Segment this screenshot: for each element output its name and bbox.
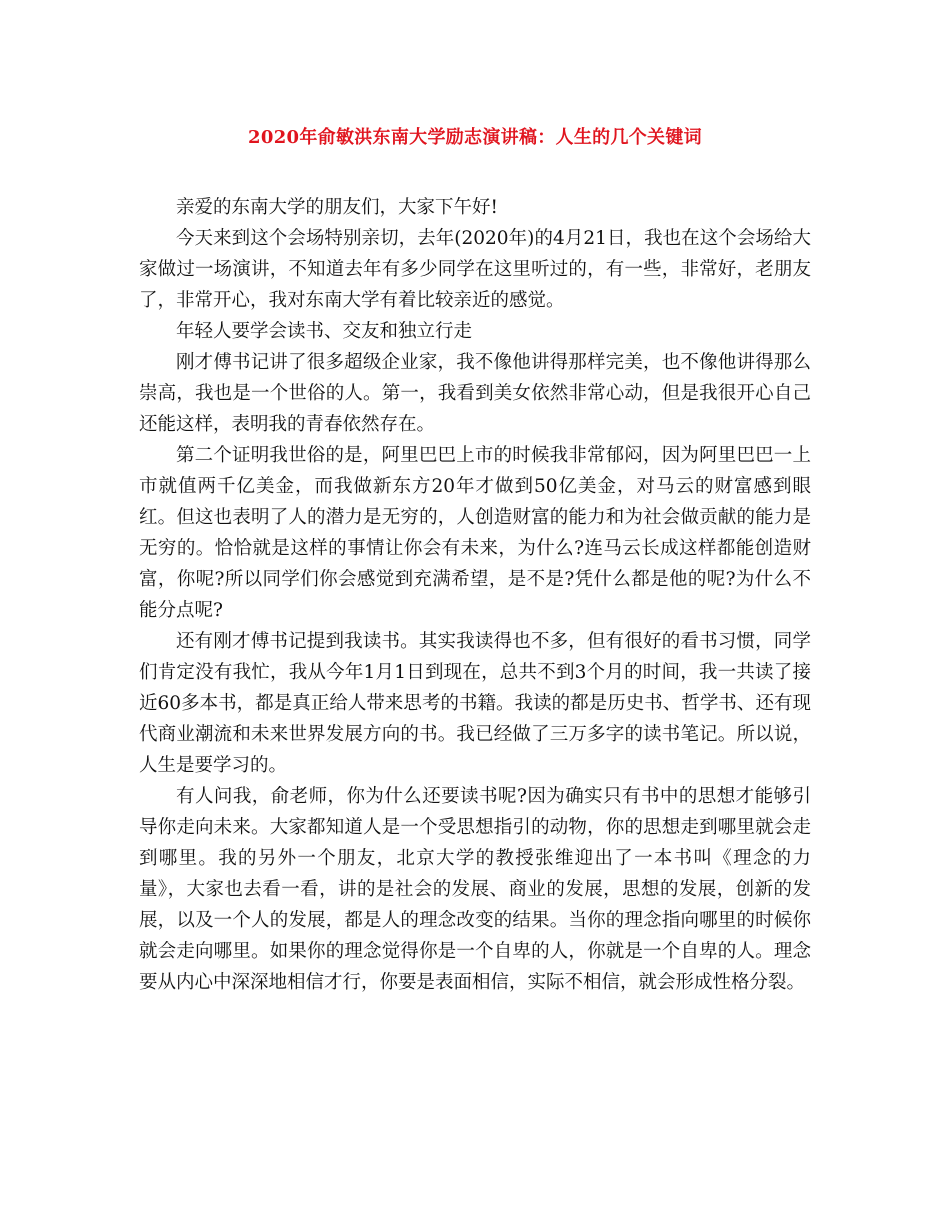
paragraph: 第二个证明我世俗的是，阿里巴巴上市的时候我非常郁闷，因为阿里巴巴一上市就值两千亿美金，而我做新东方20年才做到50亿美金，对马云的财富感到眼红。但这也表明了人的潜力是无穷的，人创造财富的能力和为社会做贡献的能力是无穷的。恰恰就是这样的事情让你会有未来，为什么?连马云长成这样都能创造财富，你呢?所以同学们你会感觉到充满希望，是不是?凭什么都是他的呢?为什么不能分点呢? (139, 445, 811, 621)
section-heading: 年轻人要学会读书、交友和独立行走 (176, 321, 473, 342)
paragraph: 还有刚才傅书记提到我读书。其实我读得也不多，但有很好的看书习惯，同学们肯定没有我忙，我从今年1月1日到现在，总共不到3个月的时间，我一共读了接近60多本书，都是真正给人带来思考的书籍。我读的都是历史书、哲学书、还有现代商业潮流和未来世界发展方向的书。我已经做了三万多字的读书笔记。所以说，人生是要学习的。 (139, 631, 811, 776)
document-title: 2020年俞敏洪东南大学励志演讲稿：人生的几个关键词 (248, 127, 702, 148)
paragraph-greeting: 亲爱的东南大学的朋友们，大家下午好! (176, 197, 498, 218)
paragraph: 有人问我，俞老师，你为什么还要读书呢?因为确实只有书中的思想才能够引导你走向未来。大家都知道人是一个受思想指引的动物，你的思想走到哪里就会走到哪里。我的另外一个朋友，北京大学的教授张维迎出了一本书叫《理念的力量》，大家也去看一看，讲的是社会的发展、商业的发展，思想的发展，创新的发展，以及一个人的发展，都是人的理念改变的结果。当你的理念指向哪里的时候你就会走向哪里。如果你的理念觉得你是一个自卑的人，你就是一个自卑的人。理念要从内心中深深地相信才行，你要是表面相信，实际不相信，就会形成性格分裂。 (139, 786, 811, 993)
paragraph: 刚才傅书记讲了很多超级企业家，我不像他讲得那样完美，也不像他讲得那么崇高，我也是一个世俗的人。第一，我看到美女依然非常心动，但是我很开心自己还能这样，表明我的青春依然存在。 (139, 352, 811, 435)
paragraph: 今天来到这个会场特别亲切，去年(2020年)的4月21日，我也在这个会场给大家做过一场演讲，不知道去年有多少同学在这里听过的，有一些，非常好，老朋友了，非常开心，我对东南大学有着比较亲近的感觉。 (139, 228, 811, 311)
document-body (139, 192, 811, 998)
